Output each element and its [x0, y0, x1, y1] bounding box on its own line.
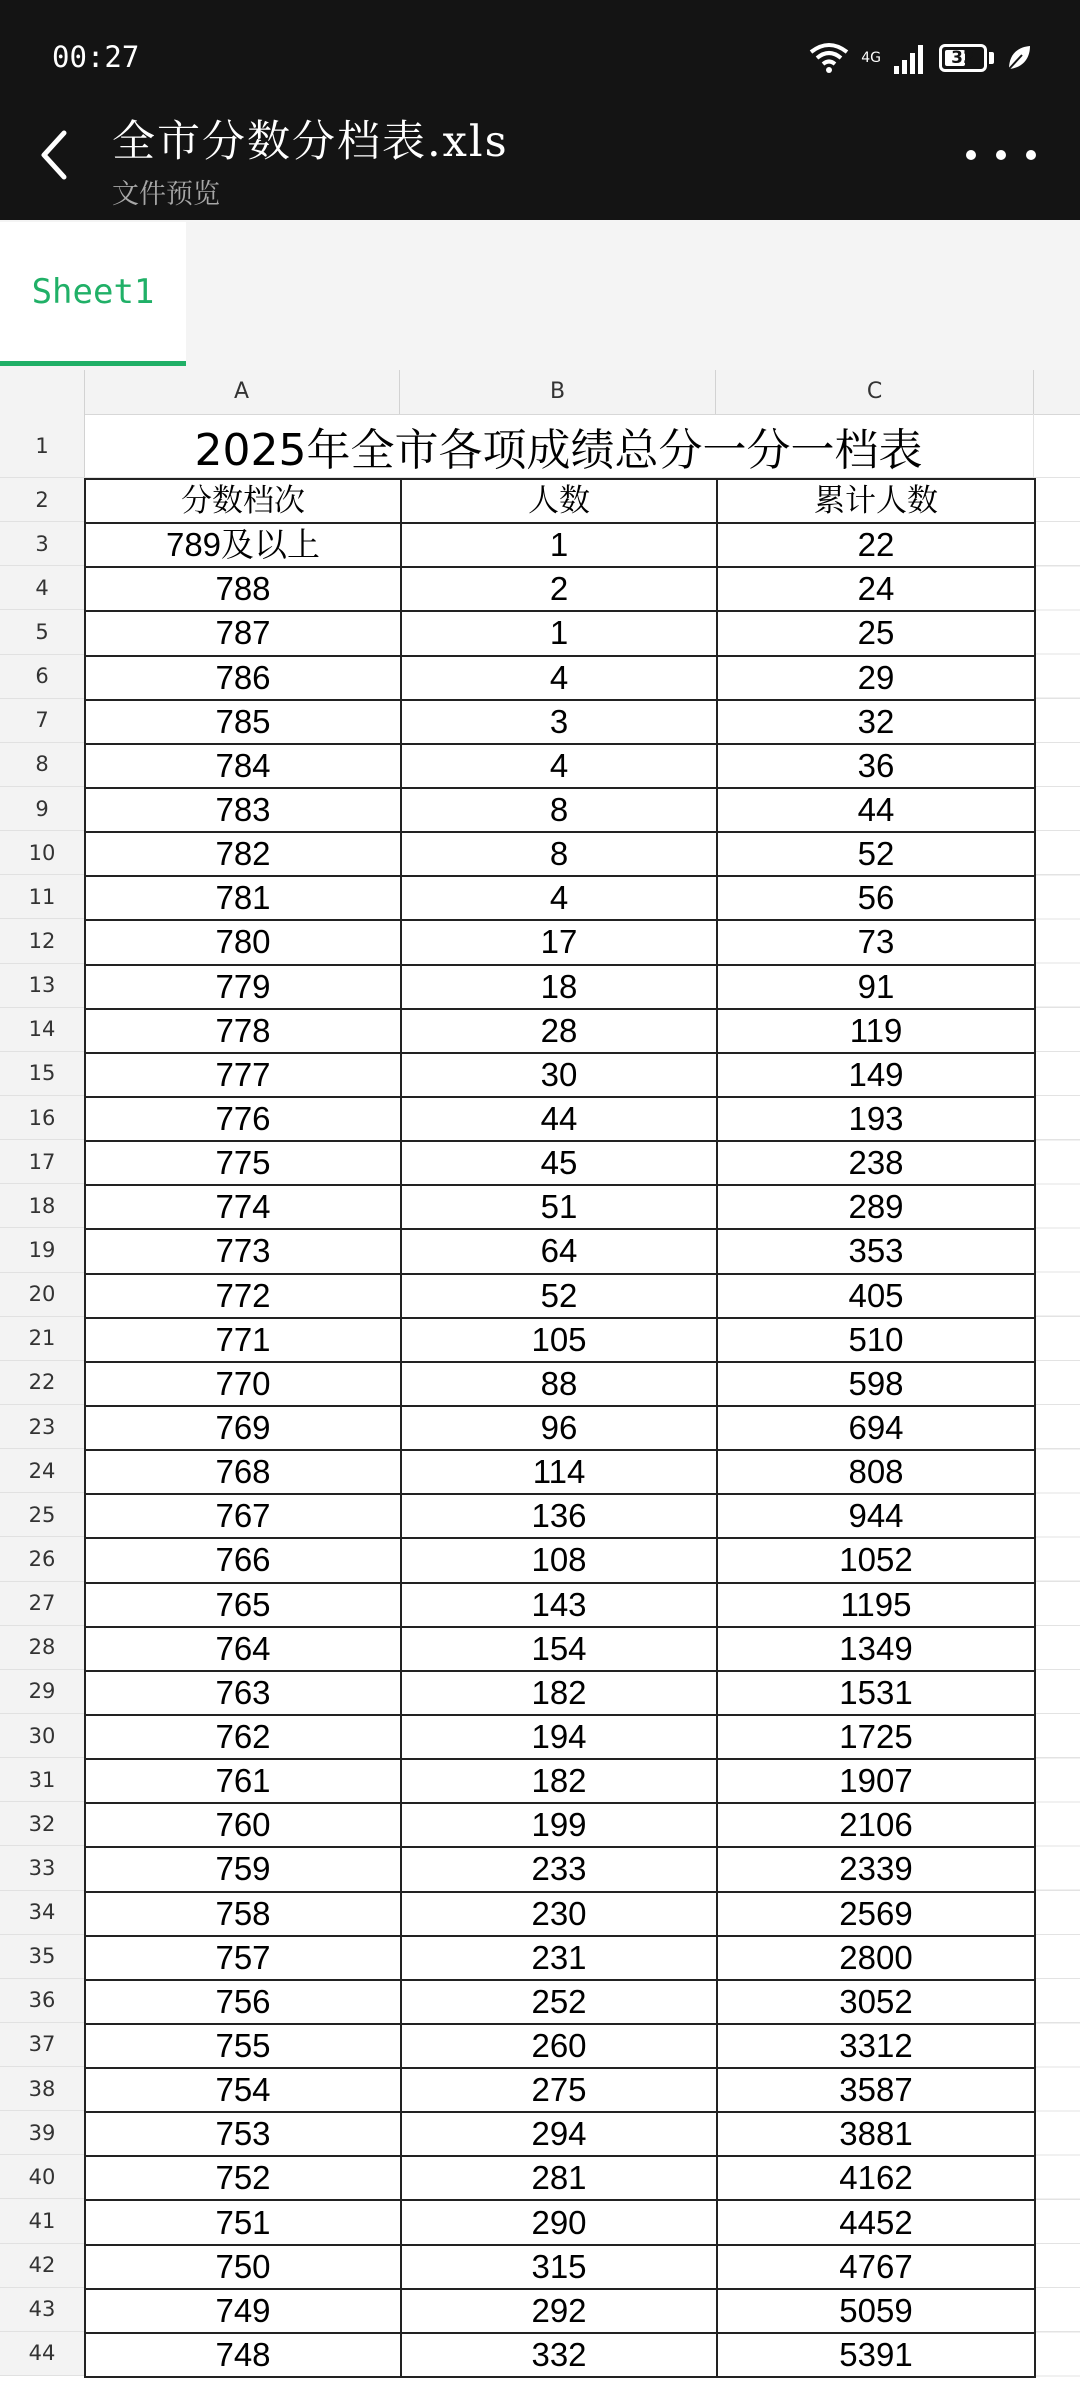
cell-count[interactable]: 88: [401, 1362, 717, 1406]
cell-count[interactable]: 1: [401, 523, 717, 567]
cell-count[interactable]: 230: [401, 1892, 717, 1936]
table-row: [85, 1450, 1035, 1494]
cell-cumulative[interactable]: 944: [717, 1494, 1035, 1538]
table-row: [85, 2200, 1035, 2244]
row-number[interactable]: 39: [0, 2111, 84, 2155]
empty-cell[interactable]: [1034, 414, 1080, 478]
top-bar: [0, 0, 1080, 220]
table-row: [85, 2289, 1035, 2333]
row-number[interactable]: 22: [0, 1361, 84, 1405]
row-number[interactable]: 32: [0, 1802, 84, 1846]
table-row: [85, 2333, 1035, 2377]
cell-count[interactable]: 8: [401, 788, 717, 832]
cell-score[interactable]: 763: [85, 1671, 401, 1715]
table-row: [85, 700, 1035, 744]
cell-count[interactable]: 28: [401, 1009, 717, 1053]
file-subtitle: 文件预览: [112, 179, 220, 210]
cell-score[interactable]: 751: [85, 2200, 401, 2244]
cell-count[interactable]: 3: [401, 700, 717, 744]
table-row: [85, 832, 1035, 876]
cell-cumulative[interactable]: 4767: [717, 2245, 1035, 2289]
row-number[interactable]: 15: [0, 1052, 84, 1096]
cell-score[interactable]: 779: [85, 965, 401, 1009]
row-number[interactable]: 28: [0, 1626, 84, 1670]
cell-score[interactable]: 756: [85, 1980, 401, 2024]
column-header-c[interactable]: C: [716, 370, 1034, 414]
row-number[interactable]: 8: [0, 743, 84, 787]
cell-cumulative[interactable]: 5059: [717, 2289, 1035, 2333]
cell-cumulative[interactable]: 56: [717, 876, 1035, 920]
row-number[interactable]: 44: [0, 2332, 84, 2376]
cell-score[interactable]: 749: [85, 2289, 401, 2333]
cell-count[interactable]: 154: [401, 1627, 717, 1671]
cell-count[interactable]: 45: [401, 1141, 717, 1185]
cell-count[interactable]: 18: [401, 965, 717, 1009]
table-row: [85, 2024, 1035, 2068]
cell-count[interactable]: 96: [401, 1406, 717, 1450]
cell-score[interactable]: 781: [85, 876, 401, 920]
cell-cumulative[interactable]: 52: [717, 832, 1035, 876]
cell-score[interactable]: 760: [85, 1803, 401, 1847]
table-row: [85, 611, 1035, 655]
table-row: [85, 1671, 1035, 1715]
cell-score[interactable]: 778: [85, 1009, 401, 1053]
table-row: [85, 1009, 1035, 1053]
cell-cumulative[interactable]: 1195: [717, 1583, 1035, 1627]
table-row: [85, 1185, 1035, 1229]
cell-score[interactable]: 757: [85, 1936, 401, 1980]
row-number[interactable]: 26: [0, 1537, 84, 1581]
wifi-icon: [809, 42, 849, 74]
cell-score[interactable]: 761: [85, 1759, 401, 1803]
cell-cumulative[interactable]: 598: [717, 1362, 1035, 1406]
cell-score[interactable]: 774: [85, 1185, 401, 1229]
header-cell-score[interactable]: 分数档次: [85, 479, 401, 523]
cell-cumulative[interactable]: 694: [717, 1406, 1035, 1450]
cell-score[interactable]: 754: [85, 2068, 401, 2112]
table-row: [85, 2156, 1035, 2200]
table-row: [85, 2245, 1035, 2289]
row-number[interactable]: 38: [0, 2067, 84, 2111]
back-arrow-icon: [38, 129, 68, 181]
cell-count[interactable]: 182: [401, 1759, 717, 1803]
table-row: [85, 1053, 1035, 1097]
table-row: [85, 1715, 1035, 1759]
battery-nub: [989, 52, 994, 64]
cell-count[interactable]: 114: [401, 1450, 717, 1494]
cell-count[interactable]: 281: [401, 2156, 717, 2200]
cell-count[interactable]: 194: [401, 1715, 717, 1759]
cell-cumulative[interactable]: 91: [717, 965, 1035, 1009]
row-number[interactable]: 9: [0, 787, 84, 831]
table-row: [85, 2068, 1035, 2112]
table-header-row: [85, 479, 1035, 523]
cell-score[interactable]: 788: [85, 567, 401, 611]
table-row: [85, 876, 1035, 920]
row-number[interactable]: 43: [0, 2288, 84, 2332]
cell-cumulative[interactable]: 2800: [717, 1936, 1035, 1980]
cell-count[interactable]: 108: [401, 1538, 717, 1582]
cell-count[interactable]: 64: [401, 1229, 717, 1273]
back-button[interactable]: [28, 120, 78, 190]
row-number[interactable]: 25: [0, 1493, 84, 1537]
cell-score[interactable]: 785: [85, 700, 401, 744]
cell-cumulative[interactable]: 289: [717, 1185, 1035, 1229]
table-row: [85, 1803, 1035, 1847]
cell-cumulative[interactable]: 25: [717, 611, 1035, 655]
row-number[interactable]: 11: [0, 875, 84, 919]
cell-score[interactable]: 773: [85, 1229, 401, 1273]
cell-score[interactable]: 769: [85, 1406, 401, 1450]
cell-cumulative[interactable]: 36: [717, 744, 1035, 788]
more-dot-icon: [1026, 150, 1036, 160]
cell-cumulative[interactable]: 510: [717, 1318, 1035, 1362]
row-number[interactable]: 27: [0, 1582, 84, 1626]
cell-cumulative[interactable]: 405: [717, 1274, 1035, 1318]
row-number[interactable]: 41: [0, 2199, 84, 2243]
cell-count[interactable]: 105: [401, 1318, 717, 1362]
cell-cumulative[interactable]: 5391: [717, 2333, 1035, 2377]
tab-sheet1[interactable]: Sheet1: [0, 222, 186, 366]
cell-count[interactable]: 136: [401, 1494, 717, 1538]
table-row: [85, 2112, 1035, 2156]
row-number[interactable]: 21: [0, 1317, 84, 1361]
cell-count[interactable]: 315: [401, 2245, 717, 2289]
cell-count[interactable]: 332: [401, 2333, 717, 2377]
table-row: [85, 788, 1035, 832]
table-row: [85, 1362, 1035, 1406]
cell-cumulative[interactable]: 2569: [717, 1892, 1035, 1936]
table-row: [85, 1229, 1035, 1273]
table-row: [85, 656, 1035, 700]
cell-count[interactable]: 30: [401, 1053, 717, 1097]
battery-level: 32: [951, 48, 975, 68]
row-number[interactable]: 4: [0, 566, 84, 610]
file-title: 全市分数分档表.xls: [112, 117, 509, 167]
cell-cumulative[interactable]: 2106: [717, 1803, 1035, 1847]
row-number[interactable]: 6: [0, 655, 84, 699]
row-number[interactable]: 14: [0, 1008, 84, 1052]
cell-count[interactable]: 51: [401, 1185, 717, 1229]
cell-cumulative[interactable]: 119: [717, 1009, 1035, 1053]
table-row: [85, 1406, 1035, 1450]
cell-count[interactable]: 233: [401, 1847, 717, 1891]
row-number[interactable]: 40: [0, 2155, 84, 2199]
row-number[interactable]: 12: [0, 919, 84, 963]
table-row: [85, 1980, 1035, 2024]
row-number[interactable]: 36: [0, 1979, 84, 2023]
row-number[interactable]: 29: [0, 1670, 84, 1714]
cell-count[interactable]: 231: [401, 1936, 717, 1980]
row-numbers: [0, 414, 85, 2376]
cell-cumulative[interactable]: 193: [717, 1097, 1035, 1141]
cell-cumulative[interactable]: 4452: [717, 2200, 1035, 2244]
cell-score[interactable]: 775: [85, 1141, 401, 1185]
row-number[interactable]: 16: [0, 1096, 84, 1140]
table-row: [85, 1936, 1035, 1980]
table-row: [85, 1847, 1035, 1891]
cell-cumulative[interactable]: 1349: [717, 1627, 1035, 1671]
cell-count[interactable]: 1: [401, 611, 717, 655]
cell-score[interactable]: 758: [85, 1892, 401, 1936]
network-label: 4G: [861, 50, 881, 66]
status-time: 00:27: [52, 40, 140, 74]
row-number[interactable]: 17: [0, 1140, 84, 1184]
row-number[interactable]: 24: [0, 1449, 84, 1493]
score-table: [84, 478, 1036, 2378]
select-all-corner[interactable]: [0, 370, 85, 414]
cell-count[interactable]: 52: [401, 1274, 717, 1318]
cell-score[interactable]: 771: [85, 1318, 401, 1362]
cell-count[interactable]: 143: [401, 1583, 717, 1627]
header-cell-cumulative[interactable]: 累计人数: [717, 479, 1035, 523]
table-row: [85, 1097, 1035, 1141]
cell-cumulative[interactable]: 238: [717, 1141, 1035, 1185]
cell-score[interactable]: 782: [85, 832, 401, 876]
cell-cumulative[interactable]: 24: [717, 567, 1035, 611]
row-number[interactable]: 19: [0, 1228, 84, 1272]
row-number[interactable]: 31: [0, 1758, 84, 1802]
cell-score[interactable]: 766: [85, 1538, 401, 1582]
cell-count[interactable]: 290: [401, 2200, 717, 2244]
row-number[interactable]: 23: [0, 1405, 84, 1449]
cell-score[interactable]: 784: [85, 744, 401, 788]
cell-score[interactable]: 789及以上: [85, 523, 401, 567]
cell-score[interactable]: 750: [85, 2245, 401, 2289]
cell-count[interactable]: 4: [401, 876, 717, 920]
table-row: [85, 744, 1035, 788]
more-dot-icon: [966, 150, 976, 160]
cell-score[interactable]: 777: [85, 1053, 401, 1097]
cell-score[interactable]: 770: [85, 1362, 401, 1406]
column-header-a[interactable]: A: [84, 370, 400, 414]
row-number[interactable]: 7: [0, 699, 84, 743]
column-header-b[interactable]: B: [400, 370, 716, 414]
header-cell-count[interactable]: 人数: [401, 479, 717, 523]
cell-cumulative[interactable]: 3052: [717, 1980, 1035, 2024]
cell-cumulative[interactable]: 3312: [717, 2024, 1035, 2068]
cell-count[interactable]: 292: [401, 2289, 717, 2333]
table-row: [85, 1627, 1035, 1671]
table-row: [85, 1274, 1035, 1318]
row-number[interactable]: 37: [0, 2023, 84, 2067]
cell-cumulative[interactable]: 353: [717, 1229, 1035, 1273]
row-number[interactable]: 35: [0, 1935, 84, 1979]
cell-score[interactable]: 764: [85, 1627, 401, 1671]
sheet-title-cell[interactable]: 2025年全市各项成绩总分一分一档表: [84, 414, 1034, 478]
row-number[interactable]: 13: [0, 964, 84, 1008]
row-number[interactable]: 30: [0, 1714, 84, 1758]
cell-cumulative[interactable]: 32: [717, 700, 1035, 744]
cell-score[interactable]: 783: [85, 788, 401, 832]
row-number[interactable]: 20: [0, 1273, 84, 1317]
cell-score[interactable]: 767: [85, 1494, 401, 1538]
cell-score[interactable]: 753: [85, 2112, 401, 2156]
table-row: [85, 1318, 1035, 1362]
cell-cumulative[interactable]: 1531: [717, 1671, 1035, 1715]
cell-count[interactable]: 4: [401, 656, 717, 700]
cell-cumulative[interactable]: 4162: [717, 2156, 1035, 2200]
table-row: [85, 1538, 1035, 1582]
empty-column: [1034, 478, 1080, 2390]
table-row: [85, 920, 1035, 964]
cell-count[interactable]: 4: [401, 744, 717, 788]
cell-cumulative[interactable]: 808: [717, 1450, 1035, 1494]
cell-count[interactable]: 17: [401, 920, 717, 964]
cell-cumulative[interactable]: 2339: [717, 1847, 1035, 1891]
status-icons: [809, 38, 1032, 78]
table-row: [85, 1583, 1035, 1627]
table-row: [85, 1892, 1035, 1936]
battery-icon: [939, 44, 987, 72]
cell-cumulative[interactable]: 149: [717, 1053, 1035, 1097]
cell-count[interactable]: 294: [401, 2112, 717, 2156]
cell-score[interactable]: 762: [85, 1715, 401, 1759]
row-number[interactable]: 42: [0, 2244, 84, 2288]
row-number[interactable]: 10: [0, 831, 84, 875]
cell-count[interactable]: 182: [401, 1671, 717, 1715]
cell-count[interactable]: 2: [401, 567, 717, 611]
cell-score[interactable]: 755: [85, 2024, 401, 2068]
cell-count[interactable]: 260: [401, 2024, 717, 2068]
cell-score[interactable]: 787: [85, 611, 401, 655]
row-number[interactable]: 2: [0, 478, 84, 522]
cell-score[interactable]: 748: [85, 2333, 401, 2377]
signal-icon: [893, 42, 927, 74]
row-number[interactable]: 3: [0, 522, 84, 566]
cell-score[interactable]: 786: [85, 656, 401, 700]
table-row: [85, 1141, 1035, 1185]
cell-cumulative[interactable]: 29: [717, 656, 1035, 700]
cell-score[interactable]: 776: [85, 1097, 401, 1141]
table-row: [85, 1494, 1035, 1538]
row-number[interactable]: 18: [0, 1184, 84, 1228]
leaf-icon: [1006, 44, 1032, 72]
cell-count[interactable]: 199: [401, 1803, 717, 1847]
cell-score[interactable]: 752: [85, 2156, 401, 2200]
cell-cumulative[interactable]: 1907: [717, 1759, 1035, 1803]
cell-score[interactable]: 768: [85, 1450, 401, 1494]
more-options-button[interactable]: [966, 140, 1036, 170]
cell-score[interactable]: 780: [85, 920, 401, 964]
cell-cumulative[interactable]: 22: [717, 523, 1035, 567]
table-row: [85, 523, 1035, 567]
cell-cumulative[interactable]: 44: [717, 788, 1035, 832]
cell-count[interactable]: 252: [401, 1980, 717, 2024]
cell-cumulative[interactable]: 73: [717, 920, 1035, 964]
cell-cumulative[interactable]: 1052: [717, 1538, 1035, 1582]
cell-score[interactable]: 765: [85, 1583, 401, 1627]
row-number[interactable]: 5: [0, 610, 84, 654]
row-number[interactable]: 33: [0, 1846, 84, 1890]
row-number[interactable]: 34: [0, 1891, 84, 1935]
table-row: [85, 965, 1035, 1009]
cell-cumulative[interactable]: 3587: [717, 2068, 1035, 2112]
more-dot-icon: [996, 150, 1006, 160]
table-row: [85, 1759, 1035, 1803]
table-row: [85, 567, 1035, 611]
cell-cumulative[interactable]: 1725: [717, 1715, 1035, 1759]
cell-cumulative[interactable]: 3881: [717, 2112, 1035, 2156]
cell-count[interactable]: 8: [401, 832, 717, 876]
column-headers: [0, 370, 1080, 415]
sheet-tab-bar: [0, 220, 1080, 370]
cell-count[interactable]: 44: [401, 1097, 717, 1141]
cell-score[interactable]: 772: [85, 1274, 401, 1318]
cell-score[interactable]: 759: [85, 1847, 401, 1891]
row-number[interactable]: 1: [0, 414, 84, 478]
cell-count[interactable]: 275: [401, 2068, 717, 2112]
